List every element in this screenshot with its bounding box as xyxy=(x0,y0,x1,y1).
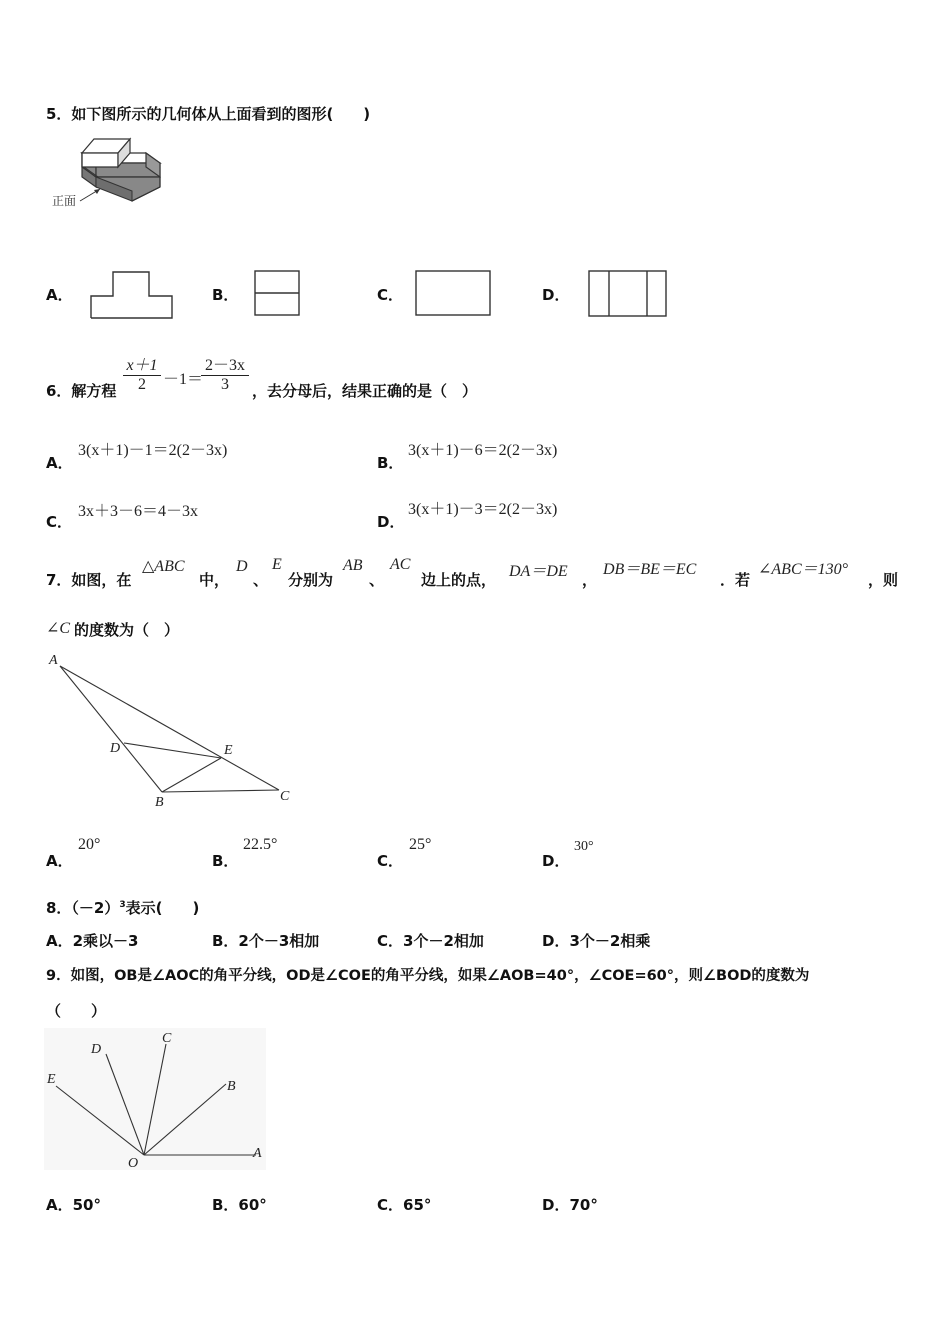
q7-text-6: ，则 xyxy=(868,571,899,589)
q7-eq-3: ∠ABC＝130° xyxy=(758,561,849,578)
q6-option-c-expr: 3x＋3－6＝4－3x xyxy=(78,503,199,520)
q5-option-d-shape xyxy=(588,270,670,320)
q6-suffix: ，去分母后，结果正确的是（ ） xyxy=(252,382,478,400)
q9-fig-label-e: E xyxy=(47,1072,56,1087)
q5-option-b-label[interactable]: B． xyxy=(212,286,239,304)
q7-angle-c: ∠C xyxy=(46,620,71,637)
q9-option-c[interactable]: C．65° xyxy=(377,1196,432,1214)
q7-fig-label-e: E xyxy=(224,743,233,758)
q7-option-a-label[interactable]: A． xyxy=(46,852,73,870)
q9-fig-label-a: A xyxy=(253,1146,262,1161)
q7-sep-1: 、 xyxy=(253,571,269,589)
q7-segment-ac: AC xyxy=(390,556,411,573)
q6-option-a-expr: 3(x＋1)－1＝2(2－3x) xyxy=(78,442,228,459)
q7-option-c-value: 25° xyxy=(409,836,432,853)
q6-lhs-denominator: 2 xyxy=(138,376,146,393)
q8-stem-tail: 表示( ) xyxy=(125,899,200,917)
q8-option-b[interactable]: B．2个－3相加 xyxy=(212,932,320,950)
q6-lhs-numerator: x＋1 xyxy=(126,357,158,374)
q8-stem-base: 8．（－2） xyxy=(46,899,120,917)
q8-option-a[interactable]: A．2乘以－3 xyxy=(46,932,139,950)
q7-fig-label-c: C xyxy=(280,789,290,804)
q6-rhs-numerator: 2－3x xyxy=(204,357,245,374)
q5-option-a-shape xyxy=(90,271,174,319)
q5-option-c-label[interactable]: C． xyxy=(377,286,404,304)
q5-option-d-label[interactable]: D． xyxy=(542,286,570,304)
q9-fig-label-b: B xyxy=(227,1079,236,1094)
q7-comma: ， xyxy=(582,571,598,589)
q7-point-d: D xyxy=(236,558,248,575)
q8-stem-exponent: 3 xyxy=(119,900,126,910)
q7-text-2: 中， xyxy=(199,571,230,589)
q7-triangle: △ABC xyxy=(142,558,185,575)
q9-fig-label-d: D xyxy=(91,1042,102,1057)
q6-lhs-tail: －1＝ xyxy=(163,371,204,388)
q6-option-b-expr: 3(x＋1)－6＝2(2－3x) xyxy=(408,442,558,459)
q6-option-d-label[interactable]: D． xyxy=(377,513,405,531)
q7-option-a-value: 20° xyxy=(78,836,101,853)
q8-stem xyxy=(46,897,199,918)
q7-point-e: E xyxy=(272,556,282,573)
q7-fig-label-a: A xyxy=(49,653,58,668)
q9-paren: （ ） xyxy=(46,1002,107,1020)
q6-prefix: 6．解方程 xyxy=(46,382,117,400)
q7-option-b-label[interactable]: B． xyxy=(212,852,239,870)
q6-rhs-fraction xyxy=(201,352,249,394)
q7-option-d-value: 30° xyxy=(574,839,594,854)
q7-eq-1: DA＝DE xyxy=(509,563,568,580)
q7-option-d-label[interactable]: D． xyxy=(542,852,570,870)
q7-text-1: 7．如图，在 xyxy=(46,571,132,589)
q5-option-a-label[interactable]: A． xyxy=(46,286,73,304)
q7-text-3: 分别为 xyxy=(288,571,334,589)
front-label: 正面 xyxy=(52,194,77,208)
q9-fig-label-c: C xyxy=(162,1031,172,1046)
q7-fig-label-b: B xyxy=(155,795,164,810)
q5-option-c-shape xyxy=(415,270,493,318)
q7-text-5: ．若 xyxy=(720,571,751,589)
q7-text-7: 的度数为（ ） xyxy=(74,621,180,639)
q6-option-d-expr: 3(x＋1)－3＝2(2－3x) xyxy=(408,501,558,518)
q9-fig-label-o: O xyxy=(128,1156,139,1171)
q9-option-d[interactable]: D．70° xyxy=(542,1196,598,1214)
q9-angle-figure xyxy=(44,1028,269,1173)
q5-stem: 5．如下图所示的几何体从上面看到的图形( ) xyxy=(46,105,371,123)
q7-option-c-label[interactable]: C． xyxy=(377,852,404,870)
q6-lhs-fraction xyxy=(123,352,161,394)
q5-option-b-shape xyxy=(254,270,302,318)
q6-option-a-label[interactable]: A． xyxy=(46,454,73,472)
q6-option-c-label[interactable]: C． xyxy=(46,513,73,531)
q7-eq-2: DB＝BE＝EC xyxy=(603,561,697,578)
q6-rhs-denominator: 3 xyxy=(221,376,229,393)
q8-option-c[interactable]: C．3个－2相加 xyxy=(377,932,484,950)
q9-option-a[interactable]: A．50° xyxy=(46,1196,101,1214)
q7-fig-label-d: D xyxy=(110,741,121,756)
q9-stem: 9．如图，OB是∠AOC的角平分线，OD是∠COE的角平分线，如果∠AOB=40°，∠COE=60°，则∠BOD的度数为 xyxy=(46,968,810,984)
q7-triangle-figure xyxy=(46,652,296,812)
q7-sep-2: 、 xyxy=(369,571,385,589)
q8-option-d[interactable]: D．3个－2相乘 xyxy=(542,932,651,950)
q7-option-b-value: 22.5° xyxy=(243,836,278,853)
q7-segment-ab: AB xyxy=(343,557,363,574)
q7-text-4: 边上的点， xyxy=(421,571,497,589)
q6-option-b-label[interactable]: B． xyxy=(377,454,404,472)
q9-option-b[interactable]: B．60° xyxy=(212,1196,267,1214)
